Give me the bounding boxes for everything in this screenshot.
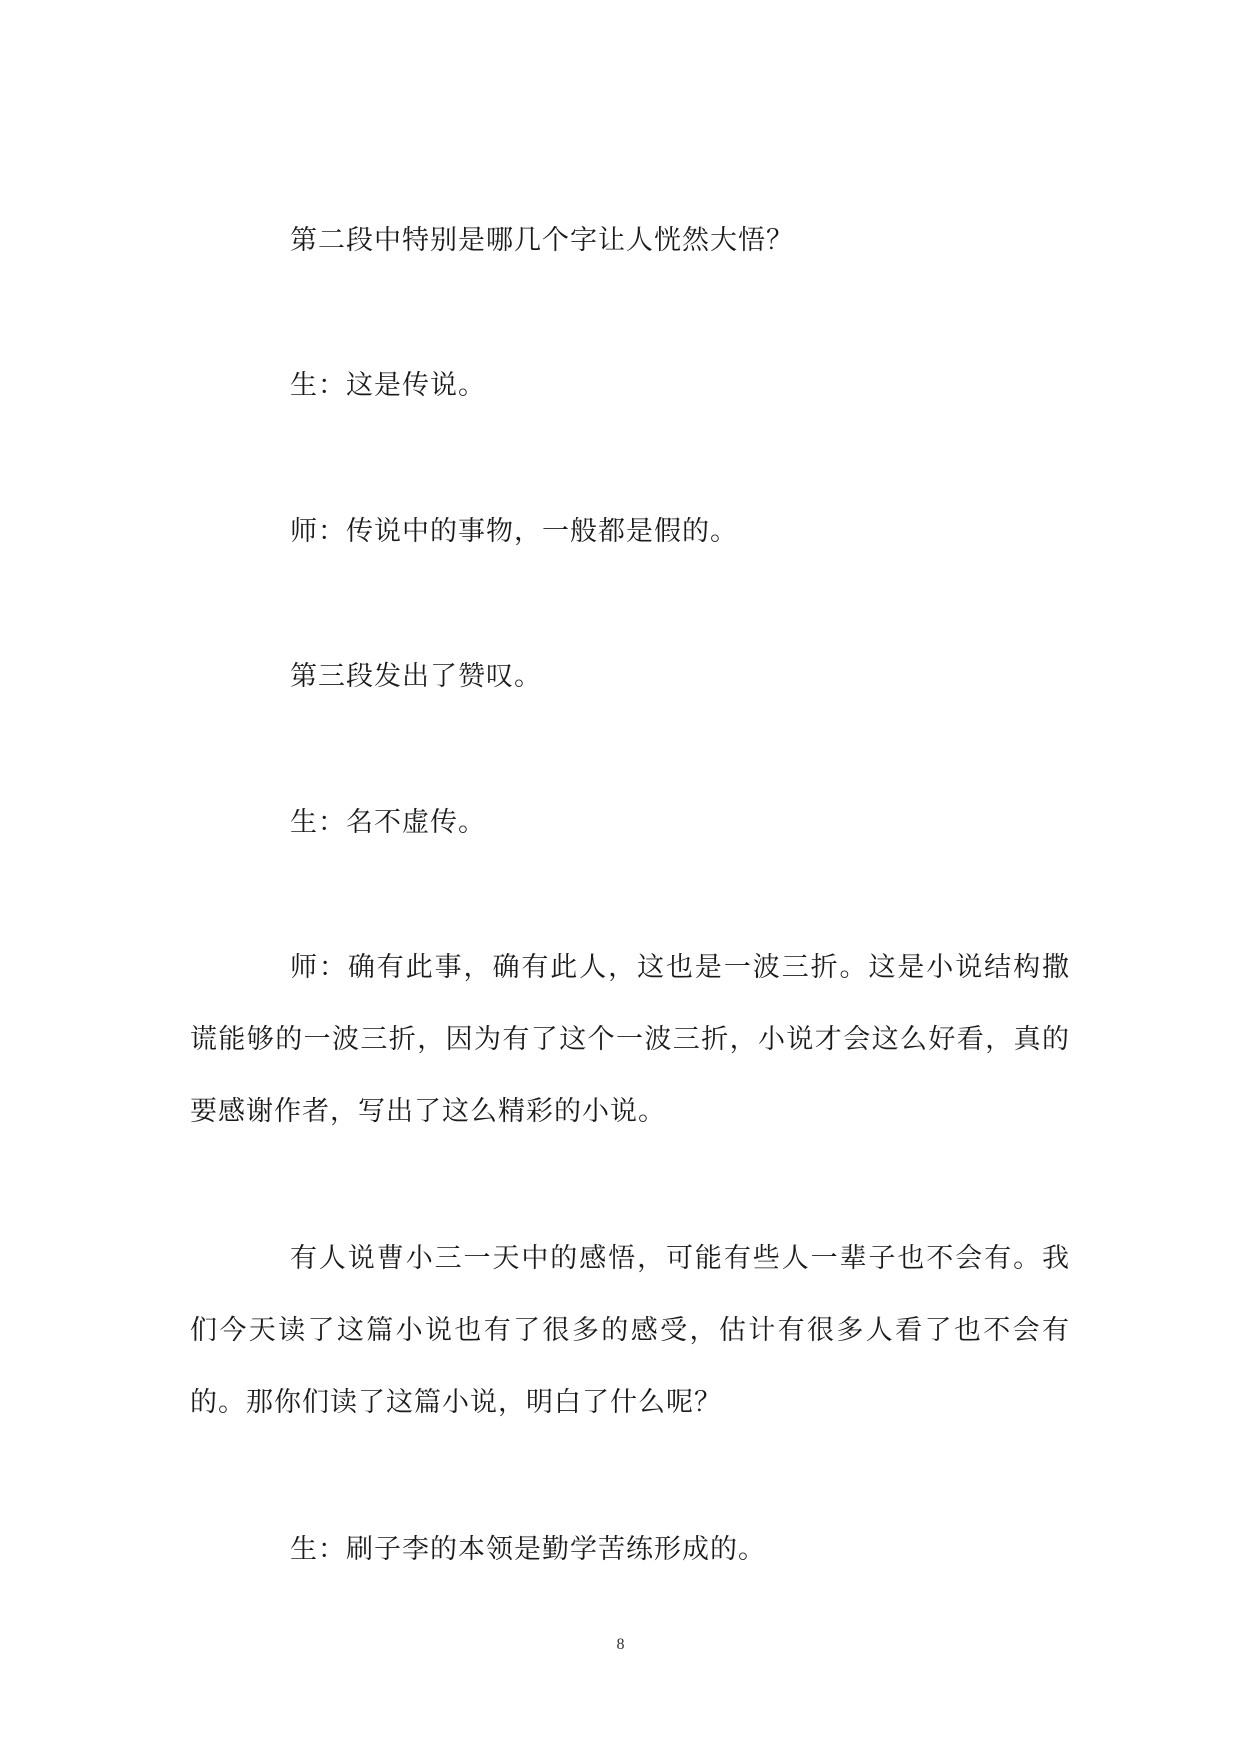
paragraph-7: 有人说曹小三一天中的感悟，可能有些人一辈子也不会有。我们今天读了这篇小说也有了很多的感受，估计有很多人看了也不会有的。那你们读了这篇小说，明白了什么呢？ [190, 1243, 1070, 1418]
paragraph-3: 师：传说中的事物，一般都是假的。 [290, 516, 738, 547]
paragraph-8: 生：刷子李的本领是勤学苦练形成的。 [290, 1534, 766, 1565]
paragraph-2: 生：这是传说。 [290, 370, 486, 401]
paragraph-5: 生：名不虚传。 [290, 807, 486, 838]
page-number: 8 [616, 1636, 625, 1653]
paragraph-6: 师：确有此事，确有此人，这也是一波三折。这是小说结构撒谎能够的一波三折，因为有了这个一波三折，小说才会这么好看，真的要感谢作者，写出了这么精彩的小说。 [190, 952, 1070, 1127]
paragraph-4: 第三段发出了赞叹。 [290, 661, 542, 692]
paragraph-1: 第二段中特别是哪几个字让人恍然大悟？ [290, 225, 794, 256]
